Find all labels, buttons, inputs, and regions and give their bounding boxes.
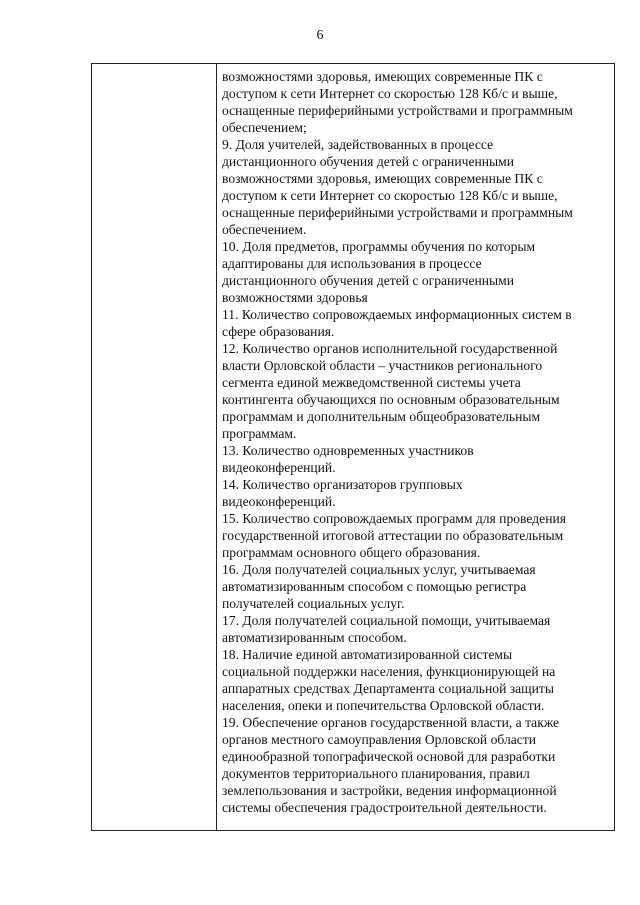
table-frame — [91, 63, 615, 831]
text-line: возможностями здоровья — [222, 290, 368, 305]
table-cell-text — [222, 68, 612, 816]
text-line: доступом к сети Интернет со скоростью 128 Кб/с и выше, — [222, 86, 558, 101]
text-line: органов местного самоуправления Орловской области — [222, 732, 537, 747]
text-line: системы обеспечения градостроительной деятельности. — [222, 800, 547, 815]
text-line: автоматизированным способом. — [222, 630, 407, 645]
text-line: сегмента единой межведомственной системы учета — [222, 375, 521, 390]
text-line: 11. Количество сопровождаемых информационных систем в — [222, 307, 572, 322]
text-line: 17. Доля получателей социальной помощи, учитываемая — [222, 613, 551, 628]
text-line: социальной поддержки населения, функционирующей на — [222, 664, 556, 679]
text-line: 12. Количество органов исполнительной государственной — [222, 341, 558, 356]
text-line: дистанционного обучения детей с ограниченными — [222, 273, 515, 288]
text-line: программам. — [222, 426, 297, 441]
text-line: сфере образования. — [222, 324, 335, 339]
text-line: 18. Наличие единой автоматизированной системы — [222, 647, 513, 662]
text-line: автоматизированным способом с помощью регистра — [222, 579, 527, 594]
text-line: получателей социальных услуг. — [222, 596, 405, 611]
text-line: 14. Количество организаторов групповых — [222, 477, 463, 492]
column-divider — [216, 64, 217, 830]
text-line: власти Орловской области – участников регионального — [222, 358, 543, 373]
text-line: единообразной топографической основой для разработки — [222, 749, 556, 764]
text-line: обеспечением. — [222, 222, 307, 237]
text-line: оснащенные периферийными устройствами и программным — [222, 205, 573, 220]
text-line: 9. Доля учителей, задействованных в процессе — [222, 137, 494, 152]
text-line: оснащенные периферийными устройствами и программным — [222, 103, 573, 118]
text-line: программам и дополнительным общеобразовательным — [222, 409, 541, 424]
text-line: 15. Количество сопровождаемых программ для проведения — [222, 511, 566, 526]
text-line: доступом к сети Интернет со скоростью 128 Кб/с и выше, — [222, 188, 558, 203]
text-line: землепользования и застройки, ведения информационной — [222, 783, 557, 798]
page-number: 6 — [316, 28, 324, 43]
text-line: программам основного общего образования. — [222, 545, 481, 560]
text-line: государственной итоговой аттестации по образовательным — [222, 528, 564, 543]
text-line: 16. Доля получателей социальных услуг, учитываемая — [222, 562, 536, 577]
text-line: аппаратных средствах Департамента социальной защиты — [222, 681, 554, 696]
text-line: видеоконференций. — [222, 494, 336, 509]
text-line: контингента обучающихся по основным образовательным — [222, 392, 560, 407]
text-line: возможностями здоровья, имеющих современные ПК с — [222, 69, 543, 84]
text-line: видеоконференций. — [222, 460, 336, 475]
text-line: 13. Количество одновременных участников — [222, 443, 474, 458]
text-line: адаптированы для использования в процессе — [222, 256, 482, 271]
text-line: дистанционного обучения детей с ограниченными — [222, 154, 515, 169]
text-line: возможностями здоровья, имеющих современные ПК с — [222, 171, 543, 186]
text-line: обеспечением; — [222, 120, 307, 135]
text-line: документов территориального планирования, правил — [222, 766, 530, 781]
text-line: 19. Обеспечение органов государственной власти, а также — [222, 715, 560, 730]
text-line: 10. Доля предметов, программы обучения по которым — [222, 239, 536, 254]
text-line: населения, опеки и попечительства Орловской области. — [222, 698, 545, 713]
